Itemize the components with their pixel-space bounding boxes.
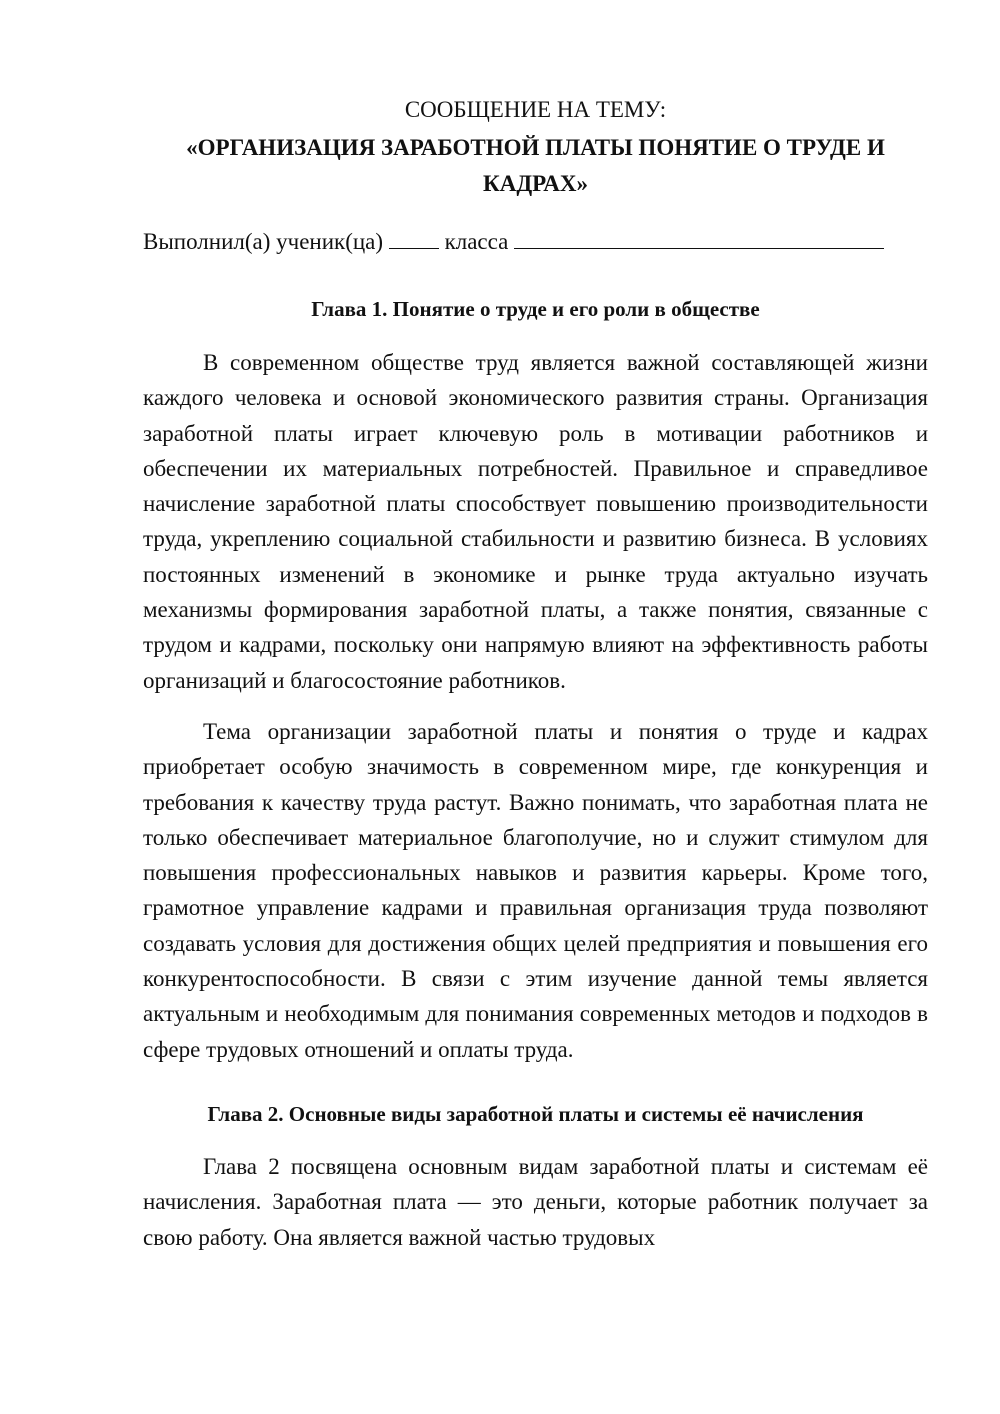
document-title-line1: СООБЩЕНИЕ НА ТЕМУ: (404, 97, 667, 122)
performed-by-label: Выполнил(а) ученик(ца) (143, 229, 384, 254)
chapter-1-paragraph-1: В современном обществе труд является важной составляющей жизни каждого человека и основой экономического развития страны. Организация заработной платы играет ключевую роль в мотивации работников и обеспечении их материальных потребностей. Правильное и справедливое начисление заработной платы способствует повышению производительности труда, укреплению социальной стабильности и развитию бизнеса. В условиях постоянных изменений в экономике и рынке труда актуально изучать механизмы формирования заработной платы, а также понятия, связанные с трудом и кадрами, поскольку они напрямую влияют на эффективность работы организаций и благосостояние работников. (143, 350, 928, 693)
chapter-1-heading: Глава 1. Понятие о труде и его роли в обществе (311, 297, 760, 321)
class-label: класса (444, 229, 509, 254)
document-title-topic: «ОРГАНИЗАЦИЯ ЗАРАБОТНОЙ ПЛАТЫ ПОНЯТИЕ О ТРУДЕ И КАДРАХ» (186, 135, 885, 196)
chapter-1-paragraph-2: Тема организации заработной платы и понятия о труде и кадрах приобретает особую значимость в современном мире, где конкуренция и требования к качеству труда растут. Важно понимать, что заработная плата не только обеспечивает материальное благополучие, но и служит стимулом для повышения профессиональных навыков и развития карьеры. Кроме того, грамотное управление кадрами и правильная организация труда позволяют создавать условия для достижения общих целей предприятия и повышения его конкурентоспособности. В связи с этим изучение данной темы является актуальным и необходимым для понимания современных методов и подходов в сфере трудовых отношений и оплаты труда. (143, 718, 928, 1062)
grade-blank (389, 228, 439, 249)
name-blank (514, 228, 884, 249)
chapter-2-heading: Глава 2. Основные виды заработной платы и системы её начисления (207, 1101, 864, 1126)
chapter-2-paragraph-1: Глава 2 посвящена основным видам заработной платы и системам её начисления. Заработная плата — это деньги, которые работник получает за свою работу. Она является важной частью трудовых (143, 1153, 928, 1250)
signature-line (143, 224, 928, 260)
